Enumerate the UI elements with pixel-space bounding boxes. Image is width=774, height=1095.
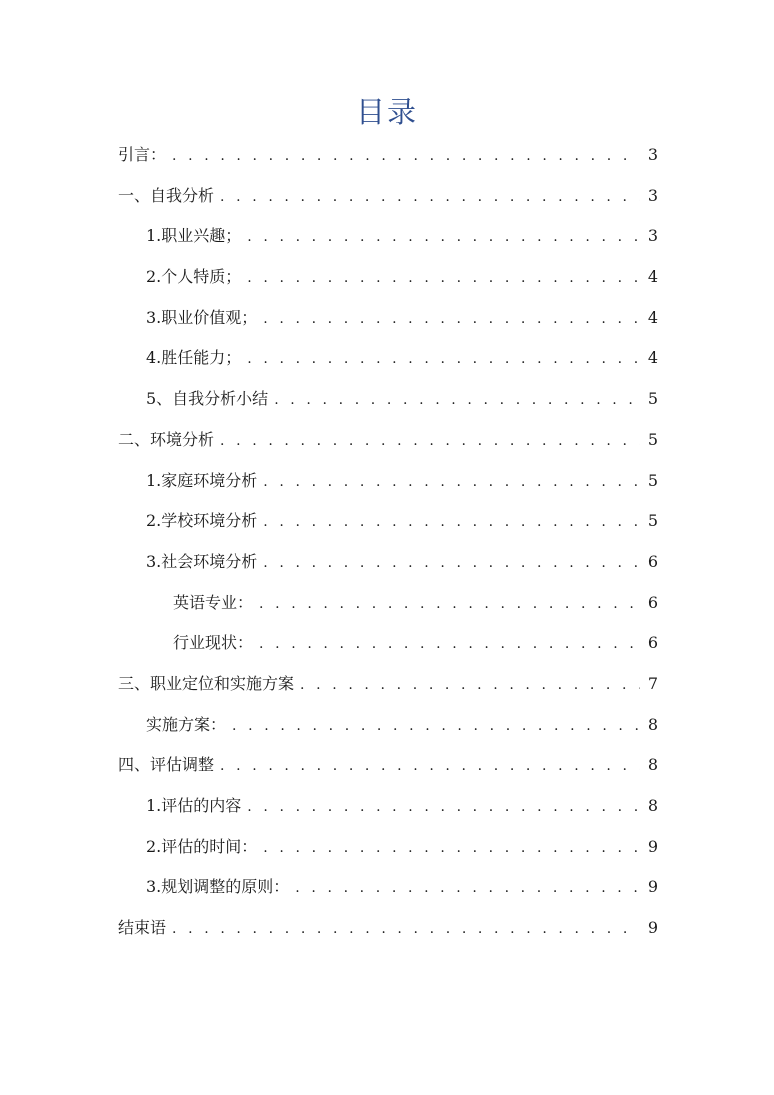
dot-leader [232, 709, 640, 743]
toc-page-number: 4 [647, 348, 658, 368]
toc-page-number: 9 [647, 836, 658, 856]
toc-page-number: 5 [647, 470, 658, 490]
toc-page-number: 4 [647, 267, 658, 287]
dot-leader [172, 139, 640, 173]
toc-entry-text: 1.职业兴趣； [146, 226, 242, 246]
toc-page-number: 6 [647, 592, 658, 612]
toc-entry-evaluation-adjustment[interactable] [118, 748, 658, 789]
toc-entry-conclusion[interactable] [118, 911, 658, 952]
toc-page-number: 8 [647, 796, 658, 815]
toc-entry-text: 一、自我分析 [118, 185, 215, 205]
toc-entry-text: 引言： [118, 145, 167, 164]
toc-entry-industry-status[interactable] [118, 626, 658, 667]
toc-page-number: 9 [647, 918, 658, 938]
dot-leader [247, 790, 640, 824]
dot-leader [274, 383, 640, 417]
dot-leader [263, 465, 640, 499]
dot-leader [263, 831, 640, 865]
dot-leader [263, 546, 640, 580]
toc-entry-adjustment-principles[interactable] [118, 870, 658, 911]
toc-entry-career-interest[interactable] [118, 219, 658, 260]
toc-title: 目录 [355, 95, 418, 129]
toc-entry-text: 4.胜任能力； [146, 348, 242, 368]
toc-entry-text: 1.评估的内容 [146, 796, 242, 815]
dot-leader [220, 749, 640, 783]
dot-leader [259, 627, 640, 661]
toc-entry-text: 1.家庭环境分析 [146, 470, 258, 490]
toc-entry-family-environment[interactable] [118, 464, 658, 505]
toc-entry-environment-analysis[interactable] [118, 423, 658, 464]
toc-page-number: 6 [647, 551, 658, 571]
toc-entry-self-analysis-summary[interactable] [118, 382, 658, 423]
dot-leader [259, 587, 640, 621]
dot-leader [220, 180, 640, 214]
toc-page-number: 8 [647, 714, 658, 734]
toc-entry-school-environment[interactable] [118, 504, 658, 545]
toc-entry-introduction[interactable] [118, 138, 658, 179]
toc-entry-text: 实施方案： [146, 714, 227, 734]
toc-page-number: 8 [647, 755, 658, 775]
toc-page-number: 3 [647, 185, 658, 205]
dot-leader [300, 668, 640, 702]
dot-leader [263, 302, 640, 336]
toc-entry-social-environment[interactable] [118, 545, 658, 586]
toc-entry-text: 二、环境分析 [118, 429, 215, 449]
dot-leader [247, 261, 640, 295]
dot-leader [247, 220, 640, 254]
toc-entry-text: 3.职业价值观； [146, 307, 258, 327]
toc-page-number: 7 [647, 673, 658, 693]
toc-entry-english-major[interactable] [118, 586, 658, 627]
toc-page-number: 9 [647, 877, 658, 897]
toc-entry-implementation-plan[interactable] [118, 708, 658, 749]
toc-entry-text: 三、职业定位和实施方案 [118, 673, 295, 693]
toc-entry-personal-traits[interactable] [118, 260, 658, 301]
toc-entry-career-positioning[interactable] [118, 667, 658, 708]
dot-leader [172, 912, 640, 946]
toc-entry-text: 英语专业： [173, 592, 254, 612]
toc-entry-career-values[interactable] [118, 301, 658, 342]
toc-entry-text: 行业现状： [173, 633, 254, 653]
dot-leader [295, 871, 640, 905]
toc-page-number: 5 [647, 511, 658, 531]
toc-entry-text: 四、评估调整 [118, 755, 215, 775]
toc-page-number: 5 [647, 429, 658, 449]
toc-page-number: 5 [647, 389, 658, 409]
dot-leader [263, 505, 640, 539]
toc-page-number: 3 [647, 226, 658, 246]
toc-entry-text: 2.评估的时间： [146, 836, 258, 856]
dot-leader [247, 342, 640, 376]
toc-entry-text: 3.社会环境分析 [146, 551, 258, 571]
toc-entry-text: 5、自我分析小结 [146, 389, 269, 409]
toc-entry-text: 2.个人特质； [146, 267, 242, 287]
toc-entry-text: 2.学校环境分析 [146, 511, 258, 531]
toc-entry-text: 结束语 [118, 918, 167, 938]
dot-leader [220, 424, 640, 458]
toc-page-number: 6 [647, 633, 658, 653]
toc-entry-evaluation-time[interactable] [118, 830, 658, 871]
toc-entry-text: 3.规划调整的原则： [146, 877, 290, 897]
toc-entry-competence[interactable] [118, 341, 658, 382]
table-of-contents [118, 138, 658, 952]
toc-entry-evaluation-content[interactable] [118, 789, 658, 830]
toc-entry-self-analysis[interactable] [118, 179, 658, 220]
toc-page-number: 4 [647, 307, 658, 327]
toc-page-number: 3 [647, 145, 658, 164]
